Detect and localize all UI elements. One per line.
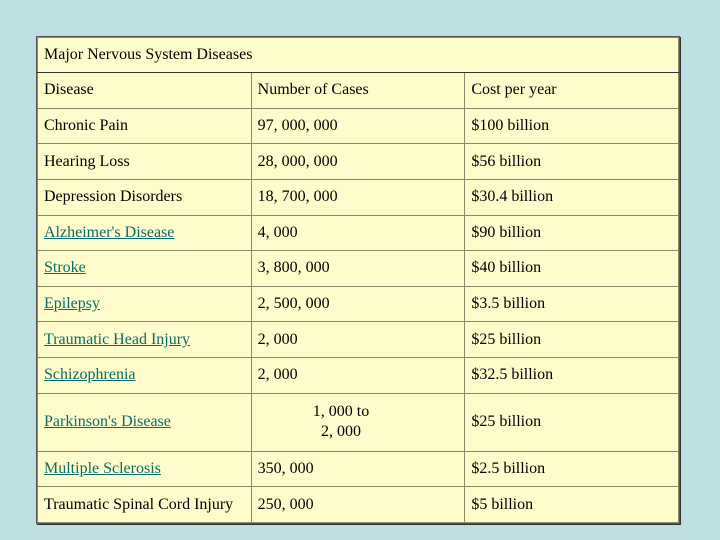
cases-cell: 18, 700, 000 (251, 179, 465, 215)
header-cases: Number of Cases (251, 73, 465, 109)
cases-cell: 250, 000 (251, 487, 465, 523)
disease-cell: Chronic Pain (38, 108, 252, 144)
disease-link-alzheimers[interactable]: Alzheimer's Disease (44, 223, 175, 241)
diseases-table (37, 37, 679, 523)
table-row (38, 393, 679, 451)
disease-cell (38, 322, 252, 358)
cost-cell: $100 billion (465, 108, 679, 144)
disease-cell: Traumatic Spinal Cord Injury (38, 487, 252, 523)
disease-link-schizophrenia[interactable]: Schizophrenia (44, 366, 136, 384)
table-title: Major Nervous System Diseases (38, 38, 679, 73)
cost-cell: $56 billion (465, 144, 679, 180)
table-row (38, 286, 679, 322)
table-row (38, 144, 679, 180)
cases-cell: 2, 500, 000 (251, 286, 465, 322)
disease-link-parkinsons[interactable]: Parkinson's Disease (44, 413, 171, 431)
cases-cell: 2, 000 (251, 322, 465, 358)
cases-cell (251, 393, 465, 451)
table-row (38, 108, 679, 144)
diseases-table-container (36, 36, 680, 524)
disease-cell: Depression Disorders (38, 179, 252, 215)
disease-link-traumatic-head-injury[interactable]: Traumatic Head Injury (44, 330, 191, 348)
table-row (38, 215, 679, 251)
cases-cell: 3, 800, 000 (251, 251, 465, 287)
table-row (38, 487, 679, 523)
disease-link-multiple-sclerosis[interactable]: Multiple Sclerosis (44, 460, 161, 478)
header-cost: Cost per year (465, 73, 679, 109)
table-row (38, 322, 679, 358)
cost-cell: $3.5 billion (465, 286, 679, 322)
cost-cell: $40 billion (465, 251, 679, 287)
header-disease: Disease (38, 73, 252, 109)
table-row (38, 179, 679, 215)
disease-cell (38, 358, 252, 394)
disease-cell (38, 393, 252, 451)
cost-cell: $32.5 billion (465, 358, 679, 394)
cost-cell: $2.5 billion (465, 451, 679, 487)
cases-cell: 4, 000 (251, 215, 465, 251)
disease-link-epilepsy[interactable]: Epilepsy (44, 295, 100, 313)
table-row (38, 451, 679, 487)
cost-cell: $30.4 billion (465, 179, 679, 215)
cases-cell: 97, 000, 000 (251, 108, 465, 144)
cases-line-1: 1, 000 to (312, 403, 370, 421)
cost-cell: $90 billion (465, 215, 679, 251)
disease-link-stroke[interactable]: Stroke (44, 259, 86, 277)
disease-cell (38, 215, 252, 251)
cost-cell: $25 billion (465, 393, 679, 451)
cost-cell: $25 billion (465, 322, 679, 358)
cases-cell: 350, 000 (251, 451, 465, 487)
table-row (38, 358, 679, 394)
disease-cell (38, 286, 252, 322)
cases-cell: 28, 000, 000 (251, 144, 465, 180)
table-row (38, 251, 679, 287)
disease-cell (38, 251, 252, 287)
cases-cell: 2, 000 (251, 358, 465, 394)
cases-line-2: 2, 000 (320, 423, 361, 441)
disease-cell: Hearing Loss (38, 144, 252, 180)
cost-cell: $5 billion (465, 487, 679, 523)
header-row (38, 73, 679, 109)
disease-cell (38, 451, 252, 487)
